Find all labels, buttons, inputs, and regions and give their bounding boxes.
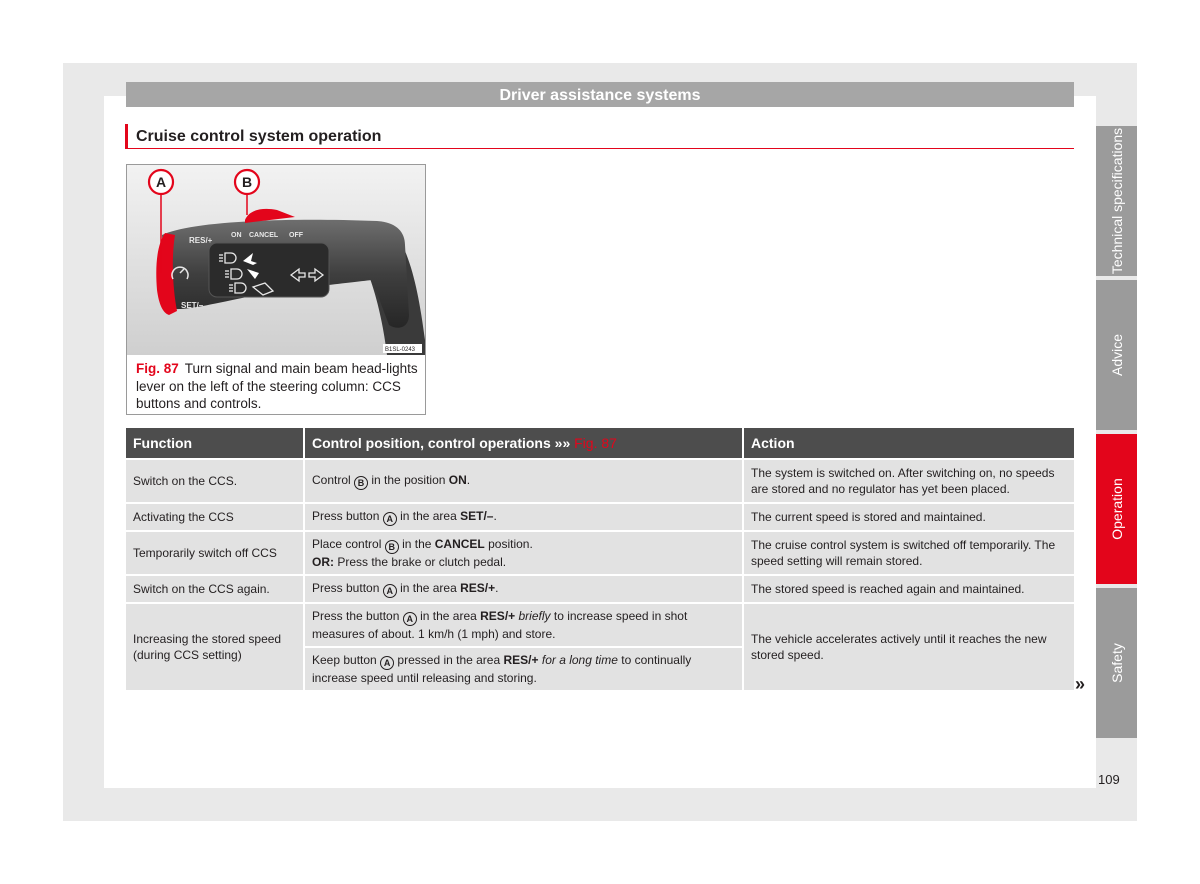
control-cell — [305, 530, 744, 574]
set-minus-label: SET/– — [181, 301, 204, 310]
column-header-control-label: Control position, control operations — [312, 435, 551, 451]
off-label: OFF — [289, 232, 303, 239]
section-heading: Cruise control system operation — [125, 124, 1074, 149]
control-text: in the area — [400, 581, 457, 595]
action-cell: The vehicle accelerates actively until it reaches the new stored speed. — [744, 602, 1074, 690]
image-code: B1SL-0243 — [385, 347, 416, 353]
figure-caption — [136, 360, 420, 413]
chapter-title: Driver assistance systems — [499, 87, 701, 104]
emphasis-text: for a long time — [541, 653, 618, 667]
res-plus-label: RES/+ — [189, 236, 213, 245]
table-row — [126, 530, 1074, 574]
control-text: to increase speed in shot measures of about. 1 km/h (1 mph) and store. — [312, 609, 688, 641]
control-text: Press button — [312, 581, 380, 595]
cancel-label: CANCEL — [249, 232, 279, 239]
action-cell: The system is switched on. After switching on, no speeds are stored and no regulator has yet been placed. — [744, 458, 1074, 502]
control-cell — [305, 574, 744, 602]
side-tab-advice[interactable] — [1096, 280, 1137, 430]
function-cell: Temporarily switch off CCS — [126, 530, 305, 574]
figure-87 — [126, 164, 426, 415]
control-a-badge: A — [403, 612, 417, 626]
control-cell — [305, 646, 744, 690]
control-cell — [305, 458, 744, 502]
function-cell: Switch on the CCS again. — [126, 574, 305, 602]
side-tab-label: Safety — [1108, 643, 1125, 683]
table-row — [126, 458, 1074, 502]
column-header-control — [305, 428, 744, 458]
position-keyword: RES/+ — [480, 609, 516, 623]
side-tab-operation[interactable] — [1096, 434, 1137, 584]
chapter-header — [126, 82, 1074, 107]
table-row — [126, 574, 1074, 602]
control-text: in the area — [400, 509, 457, 523]
control-cell — [305, 602, 744, 646]
on-label: ON — [231, 232, 242, 239]
table-row — [126, 502, 1074, 530]
or-keyword: OR: — [312, 555, 334, 569]
control-text: . — [495, 581, 499, 595]
control-text: . — [493, 509, 497, 523]
position-keyword: SET/– — [460, 509, 494, 523]
control-a-badge: A — [380, 656, 394, 670]
control-text: in the — [402, 537, 432, 551]
callout-a-letter: A — [155, 174, 167, 190]
control-text: Place control — [312, 537, 382, 551]
control-text: Press the button — [312, 609, 400, 623]
page-number: 109 — [1098, 772, 1120, 787]
table-row — [126, 602, 1074, 646]
position-keyword: CANCEL — [434, 537, 485, 551]
callout-b-letter: B — [241, 174, 253, 190]
continue-marker: » — [1075, 674, 1086, 694]
control-a-badge: A — [383, 512, 397, 526]
side-tab-technical-specifications[interactable] — [1096, 126, 1137, 276]
control-text: position. — [488, 537, 533, 551]
control-text: Press button — [312, 509, 380, 523]
position-keyword: RES/+ — [460, 581, 496, 595]
control-text: Keep button — [312, 653, 377, 667]
action-cell: The cruise control system is switched off temporarily. The speed setting will remain stored. — [744, 530, 1074, 574]
emphasis-text: briefly — [518, 609, 551, 623]
action-cell: The stored speed is reached again and maintained. — [744, 574, 1074, 602]
position-keyword: RES/+ — [503, 653, 539, 667]
control-cell — [305, 502, 744, 530]
side-tab-label: Operation — [1108, 478, 1125, 540]
function-cell: Switch on the CCS. — [126, 458, 305, 502]
column-header-action: Action — [744, 428, 1074, 458]
side-tab-safety[interactable] — [1096, 588, 1137, 738]
side-tab-label: Advice — [1108, 333, 1125, 377]
control-b-badge: B — [385, 540, 399, 554]
column-header-function: Function — [126, 428, 305, 458]
cruise-control-operations-table — [126, 428, 1074, 690]
control-text: to continually increase speed until releasing and storing. — [312, 653, 692, 685]
control-text: pressed in the area — [397, 653, 501, 667]
function-cell: Activating the CCS — [126, 502, 305, 530]
control-a-badge: A — [383, 584, 397, 598]
control-text: Control — [312, 473, 351, 487]
figure-ref-arrows: »» — [554, 435, 571, 451]
action-cell: The current speed is stored and maintained. — [744, 502, 1074, 530]
function-cell: Increasing the stored speed (during CCS setting) — [126, 602, 305, 690]
table-header-row — [126, 428, 1074, 458]
symbol-panel — [209, 243, 329, 297]
control-text: in the area — [420, 609, 477, 623]
control-text: . — [466, 473, 471, 487]
control-text: Press the brake or clutch pedal. — [337, 555, 507, 569]
figure-caption-label: Fig. 87 — [136, 361, 179, 376]
side-tab-label: Technical specifications — [1108, 127, 1125, 275]
position-keyword: ON — [448, 473, 467, 487]
control-b-badge: B — [354, 476, 368, 490]
figure-caption-text: Turn signal and main beam head-lights lever on the left of the steering column: CCS buttons and controls. — [136, 361, 418, 411]
control-text: in the position — [371, 473, 446, 487]
figure-ref-link[interactable]: Fig. 87 — [574, 435, 617, 451]
turn-signal-lever-illustration — [127, 165, 425, 355]
